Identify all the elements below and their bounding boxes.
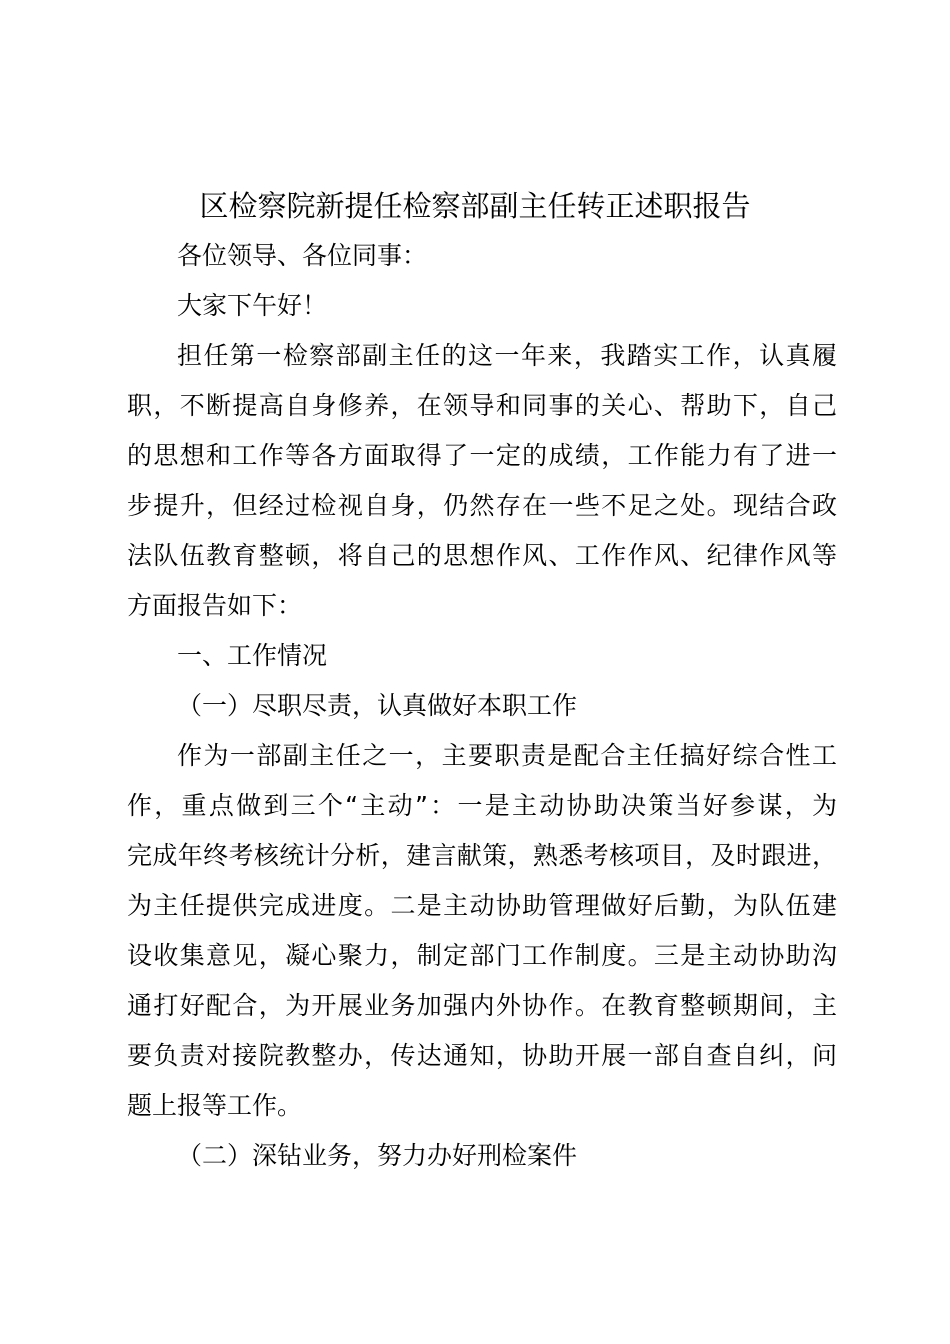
text-line: 一、工作情况 [177,641,328,670]
text-line: 作，重点做到三个“主动”：一是主动协助决策当好参谋，为 [127,791,837,820]
document-body [127,231,837,1181]
text-line: 通打好配合，为开展业务加强内外协作。在教育整顿期间，主 [127,991,837,1020]
text-line: 职，不断提高自身修养，在领导和同事的关心、帮助下，自己 [127,391,837,420]
text-line: 担任第一检察部副主任的这一年来，我踏实工作，认真履 [177,341,837,370]
text-line: 要负责对接院教整办，传达通知，协助开展一部自查自纠，问 [127,1041,837,1070]
text-line: 的思想和工作等各方面取得了一定的成绩，工作能力有了进一 [127,441,837,470]
text-line: 设收集意见，凝心聚力，制定部门工作制度。三是主动协助沟 [127,941,837,970]
text-line: 各位领导、各位同事： [177,241,428,270]
text-line: 作为一部副主任之一，主要职责是配合主任搞好综合性工 [177,741,837,770]
text-line: （一）尽职尽责，认真做好本职工作 [177,691,578,720]
text-line: 方面报告如下： [127,591,303,620]
text-line: 完成年终考核统计分析，建言献策，熟悉考核项目，及时跟进， [127,841,837,870]
text-line: 法队伍教育整顿，将自己的思想作风、工作作风、纪律作风等 [127,541,837,570]
text-line: 题上报等工作。 [127,1091,303,1120]
document-title: 区检察院新提任检察部副主任转正述职报告 [199,189,751,223]
text-line: 为主任提供完成进度。二是主动协助管理做好后勤，为队伍建 [127,891,837,920]
text-line: 步提升，但经过检视自身，仍然存在一些不足之处。现结合政 [127,491,837,520]
text-line: 大家下午好！ [177,291,328,320]
text-line: （二）深钻业务，努力办好刑检案件 [177,1141,578,1170]
